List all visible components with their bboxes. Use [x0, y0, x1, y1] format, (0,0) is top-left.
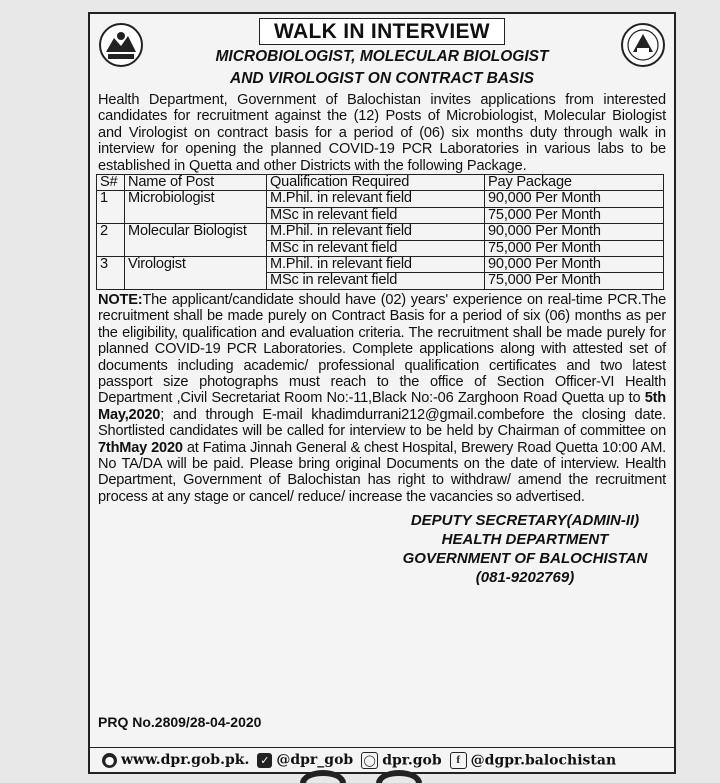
globe-icon: ● [102, 753, 117, 768]
pay-package: 90,000 Per Month [485, 191, 664, 207]
note-text: at Fatima Jinnah General & chest Hospital, Brewery Road Quetta 10:00 AM. No TA/DA will be paid. Please bring original Documents on the date of interview. Health Department, Government of Balochistan has right to withdraw/ amend the recruitment process at any stage or cancel/ reduce/ increase the vacancies so advertised. [98, 439, 666, 505]
page-title: WALK IN INTERVIEW [259, 18, 505, 45]
table-row [97, 191, 664, 207]
qualification: M.Phil. in relevant field [267, 224, 485, 240]
posts-table [96, 174, 664, 290]
signature-phone: (081-9202769) [475, 569, 575, 587]
table-row [97, 224, 664, 240]
pay-package: 75,000 Per Month [485, 273, 664, 289]
cropped-glyph [300, 770, 346, 783]
interview-date: 7thMay 2020 [98, 439, 183, 456]
qualification: MSc in relevant field [267, 240, 485, 256]
qualification: MSc in relevant field [267, 207, 485, 223]
note-text: ; and through E-mail khadimdurrani212@gmail.combefore the closing date. Shortlisted candidates will be called for interview to be held by Chairman of committee on [98, 406, 666, 440]
post-name: Microbiologist [125, 191, 267, 224]
column-header: Name of Post [125, 175, 267, 191]
closing-date: 5th May,2020 [98, 390, 666, 423]
pay-package: 90,000 Per Month [485, 224, 664, 240]
table-row [97, 257, 664, 273]
facebook-link[interactable]: @dgpr.balochistan [470, 752, 617, 768]
website-item[interactable] [102, 752, 249, 768]
signature-line: HEALTH DEPARTMENT [441, 531, 609, 549]
facebook-item[interactable] [450, 752, 616, 769]
column-header: S# [97, 175, 125, 191]
footer-social-bar [90, 747, 674, 772]
subtitle-line-1: MICROBIOLOGIST, MOLECULAR BIOLOGIST [215, 48, 549, 65]
instagram-item[interactable] [361, 752, 441, 769]
pay-package: 90,000 Per Month [485, 257, 664, 273]
qualification: M.Phil. in relevant field [267, 257, 485, 273]
facebook-icon: f [450, 752, 467, 769]
signature-line: DEPUTY SECRETARY(ADMIN-II) [410, 512, 640, 530]
column-header: Qualification Required [267, 175, 485, 191]
balochistan-emblem-logo [98, 22, 144, 68]
post-name: Virologist [125, 257, 267, 290]
table-header-row [97, 175, 664, 191]
prq-number: PRQ No.2809/28-04-2020 [98, 714, 262, 730]
row-number: 3 [97, 257, 125, 290]
twitter-item[interactable] [257, 752, 353, 768]
twitter-link[interactable]: @dpr_gob [276, 752, 354, 768]
header [90, 14, 674, 89]
pay-package: 75,000 Per Month [485, 207, 664, 223]
qualification: MSc in relevant field [267, 273, 485, 289]
note-text: The applicant/candidate should have (02) years' experience on real-time PCR.The recruitment shall be made purely on Contract Basis for a period of six (06) months as per the eligibility, qualification and evaluation criteria. The recruitment shall be made purely for planned COVID-19 PCR Laboratories. Complete applications along with attested set of documents including academic/ professional qualification certificates and two latest passport size photographs must reach to the office of Section Officer-VI Health Department ,Civil Secretariat Room No:-11,Black No:-06 Zarghoon Road Quetta up to [98, 291, 666, 407]
pay-package: 75,000 Per Month [485, 240, 664, 256]
government-seal-logo [620, 22, 666, 68]
subtitle-line-2: AND VIROLOGIST ON CONTRACT BASIS [230, 70, 534, 87]
next-ad-fragment [300, 770, 460, 783]
signature-block [380, 511, 670, 587]
intro-paragraph: Health Department, Government of Balochistan invites applications from interested candidates for recruitment against the (12) Posts of Microbiologist, Molecular Biologist and Virologist on contract basis for a period of (06) six months duty through walk in interview for opening the planned COVID-19 PCR Laboratories in various labs to be established in Quetta and other Districts with the following Package. [98, 92, 666, 174]
column-header: Pay Package [485, 175, 664, 191]
row-number: 2 [97, 224, 125, 257]
instagram-icon: ◯ [361, 752, 378, 769]
advertisement-sheet [88, 12, 676, 774]
twitter-icon: ✓ [257, 753, 272, 768]
note-label: NOTE: [98, 291, 143, 308]
cropped-glyph [376, 770, 422, 783]
post-name: Molecular Biologist [125, 224, 267, 257]
row-number: 1 [97, 191, 125, 224]
instagram-link[interactable]: dpr.gob [382, 752, 442, 768]
qualification: M.Phil. in relevant field [267, 191, 485, 207]
note-paragraph [90, 290, 674, 505]
website-link[interactable]: www.dpr.gob.pk. [121, 752, 250, 768]
signature-line: GOVERNMENT OF BALOCHISTAN [402, 550, 648, 568]
